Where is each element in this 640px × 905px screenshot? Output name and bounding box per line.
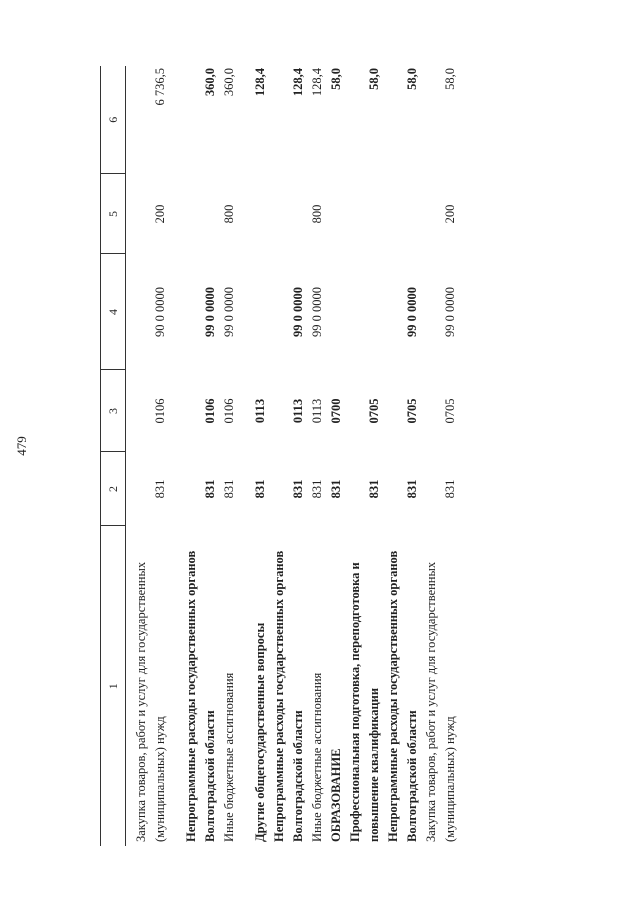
table-row: [384, 66, 422, 846]
row-col4-cell: [346, 254, 384, 370]
row-col4-cell: 99 0 0000: [310, 287, 324, 337]
row-col2-cell: 831: [310, 479, 324, 499]
row-col6-cell: 58,0: [443, 68, 457, 90]
row-col3-cell: 0106: [153, 398, 167, 424]
row-col3-cell: 0113: [291, 398, 305, 424]
table-row: [239, 66, 270, 846]
header-col-1: 1: [101, 526, 126, 846]
table-row: [220, 66, 239, 846]
row-col5-cell: 800: [310, 204, 324, 224]
row-col4-cell: 90 0 0000: [153, 287, 167, 337]
budget-table: [100, 66, 460, 846]
row-col6-cell: 58,0: [405, 68, 419, 90]
row-col6-cell: 360,0: [222, 68, 236, 97]
row-col3-cell: 0113: [253, 398, 267, 424]
table-row: [170, 66, 220, 846]
table-row: [132, 66, 170, 846]
row-col5-cell: [346, 174, 384, 254]
row-name-cell: Иные бюджетные ассигнования: [222, 672, 236, 842]
table-row: [308, 66, 327, 846]
row-col2-cell: 831: [153, 479, 167, 499]
row-col5-cell: [239, 174, 270, 254]
row-col4-cell: 99 0 0000: [291, 287, 305, 337]
table-row: [270, 66, 308, 846]
row-name-cell: ОБРАЗОВАНИЕ: [329, 748, 343, 842]
table-row: [422, 66, 460, 846]
row-col6-cell: 128,4: [291, 68, 305, 97]
row-col3-cell: 0705: [405, 398, 419, 424]
row-name-cell: Непрограммные расходы государственных органов Волгоградской области: [272, 550, 305, 842]
row-col6-cell: 128,4: [253, 68, 267, 97]
row-name-cell: Закупка товаров, работ и услуг для государственных (муниципальных) нужд: [424, 561, 457, 842]
row-col2-cell: 831: [367, 479, 381, 499]
row-name-cell: Непрограммные расходы государственных органов Волгоградской области: [386, 550, 419, 842]
header-col-4: 4: [101, 254, 126, 370]
row-col4-cell: 99 0 0000: [222, 287, 236, 337]
table-header-row: [101, 66, 126, 846]
row-col2-cell: 831: [203, 479, 217, 499]
row-col4-cell: [327, 254, 346, 370]
row-col2-cell: 831: [329, 479, 343, 499]
header-col-3: 3: [101, 370, 126, 452]
row-col2-cell: 831: [291, 479, 305, 499]
rotated-table-container: [100, 66, 570, 846]
row-col5-cell: 200: [153, 204, 167, 224]
table-body: [126, 66, 461, 846]
row-col2-cell: 831: [405, 479, 419, 499]
row-col6-cell: 58,0: [329, 68, 343, 90]
row-name-cell: Другие общегосударственные вопросы: [253, 622, 267, 842]
page-number: 479: [14, 436, 29, 456]
row-name-cell: Профессиональная подготовка, переподготовка и повышение квалификации: [348, 562, 381, 842]
row-name-cell: Иные бюджетные ассигнования: [310, 672, 324, 842]
row-col4-cell: 99 0 0000: [203, 287, 217, 337]
header-col-2: 2: [101, 452, 126, 526]
row-col6-cell: 58,0: [367, 68, 381, 90]
row-col3-cell: 0705: [443, 398, 457, 424]
row-col5-cell: [384, 174, 422, 254]
row-col4-cell: 99 0 0000: [405, 287, 419, 337]
table-row: [346, 66, 384, 846]
row-name-cell: Непрограммные расходы государственных органов Волгоградской области: [184, 550, 217, 842]
row-col3-cell: 0700: [329, 398, 343, 424]
row-col5-cell: [327, 174, 346, 254]
row-col3-cell: 0113: [310, 398, 324, 424]
row-col4-cell: [239, 254, 270, 370]
row-col2-cell: 831: [222, 479, 236, 499]
row-col3-cell: 0106: [203, 398, 217, 424]
row-col2-cell: 831: [443, 479, 457, 499]
header-col-6: 6: [101, 66, 126, 174]
row-col6-cell: 128,4: [310, 68, 324, 97]
row-col3-cell: 0705: [367, 398, 381, 424]
header-col-5: 5: [101, 174, 126, 254]
row-col3-cell: 0106: [222, 398, 236, 424]
row-col5-cell: 200: [443, 204, 457, 224]
row-col6-cell: 360,0: [203, 68, 217, 97]
row-col5-cell: [270, 174, 308, 254]
row-col2-cell: 831: [253, 479, 267, 499]
row-name-cell: Закупка товаров, работ и услуг для государственных (муниципальных) нужд: [134, 561, 167, 842]
row-col6-cell: 6 736,5: [153, 68, 167, 106]
row-col5-cell: 800: [222, 204, 236, 224]
row-col5-cell: [170, 174, 220, 254]
row-col4-cell: 99 0 0000: [443, 287, 457, 337]
table-row: [327, 66, 346, 846]
